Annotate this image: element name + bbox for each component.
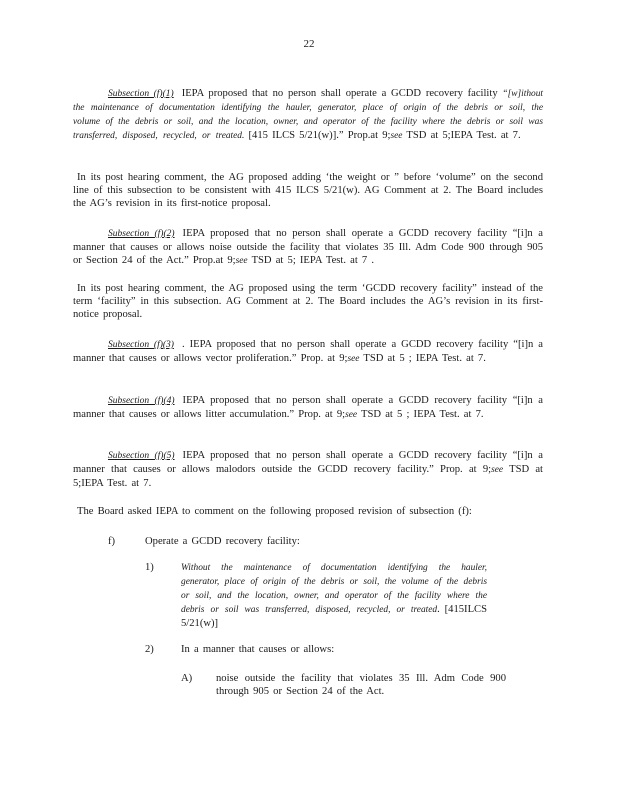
see-signal: see <box>491 465 504 475</box>
rule-subitem-a: noise outside the facility that violates 35 Ill. Adm Code 900 through 905 or Section 24 of the Act. <box>216 673 506 697</box>
paragraph-subsection-f4 <box>73 394 543 422</box>
paragraph-ag-comment-f1 <box>73 171 543 210</box>
rule-label-f: f) <box>108 536 116 547</box>
paragraph-text: In its post hearing comment, the AG proposed adding ‘the weight or ” before ‘volume” on the second line of this subsection to be consistent with 415 ILCS 5/21(w). AG Comment at 2. The Board includes the AG’s revision in its first-notice proposal. <box>73 172 543 209</box>
paragraph-lead: IEPA proposed that no person shall operate a GCDD recovery facility “[i]n a manner that causes or allows malodors outside the GCDD recovery facility.” Prop. at 9; <box>73 450 544 475</box>
paragraph-subsection-f3 <box>73 338 543 366</box>
paragraph-lead: IEPA proposed that no person shall operate a GCDD recovery facility “[i]n a manner that causes or allows litter accumulation.” Prop. at 9; <box>73 395 544 420</box>
paragraph-lead: IEPA proposed that no person shall operate a GCDD recovery facility “[i]n a manner that causes or allows noise outside the facility that violates 35 Ill. Adm Code 900 through 905 or Section 24 of the Act.” Prop.at 9; <box>73 228 544 266</box>
statute-citation: [415 ILCS 5/21(w)].” <box>248 130 344 141</box>
subsection-heading: Subsection (f)(3) <box>108 340 174 350</box>
subsection-heading: Subsection (f)(2) <box>108 229 175 239</box>
paragraph-board-request <box>73 505 543 518</box>
statutory-quote: “[w]ithout the maintenance of documentation identifying the hauler, generator, place of origin of the debris or soil, the volume of the debris or soil, and the location, owner, and operator of the facility where the debris or soil was transferred, disposed, recycled, or treated. <box>73 89 544 141</box>
record-citation: TSD at 5 ; IEPA Test. at 7. <box>361 409 484 420</box>
rule-item-2: In a manner that causes or allows: <box>181 644 335 655</box>
subsection-heading: Subsection (f)(5) <box>108 451 175 461</box>
paragraph-text: The Board asked IEPA to comment on the following proposed revision of subsection (f): <box>77 506 472 517</box>
record-citation: TSD at 5; IEPA Test. at 7 . <box>251 255 375 266</box>
record-citation: TSD at 5;IEPA Test. at 7. <box>406 130 521 141</box>
record-citation: TSD at 5 ; IEPA Test. at 7. <box>363 353 486 364</box>
rule-item-label-2: 2) <box>145 644 154 655</box>
record-citation: TSD at 5;IEPA Test. at 7. <box>73 464 543 489</box>
rule-item-citation: . [415ILCS 5/21(w)] <box>181 604 488 629</box>
paragraph-subsection-f1 <box>73 87 543 143</box>
paragraph-subsection-f5 <box>73 449 543 490</box>
prop-page: 9; <box>382 130 391 141</box>
rule-item-quote: Without the maintenance of documentation identifying the hauler, generator, place of origin of the debris or soil, the volume of the debris or soil, and the location, owner, and operator of the facility where the debris or soil was transferred, disposed, recycled, or treated <box>181 563 487 615</box>
paragraph-subsection-f2 <box>73 227 543 268</box>
paragraph-lead: IEPA proposed that no person shall operate a GCDD recovery facility <box>181 88 498 99</box>
rule-subitem-label-a: A) <box>181 673 193 684</box>
rule-item-1 <box>181 561 487 630</box>
paragraph-lead: . IEPA proposed that no person shall operate a GCDD recovery facility “[i]n a manner that causes or allows vector proliferation.” Prop. at 9; <box>73 339 543 364</box>
see-signal: see <box>347 354 360 364</box>
rule-intro: Operate a GCDD recovery facility: <box>145 536 300 547</box>
paragraph-ag-comment-f2 <box>73 282 543 321</box>
subsection-heading: Subsection (f)(4) <box>108 396 175 406</box>
rule-item-label-1: 1) <box>145 562 154 573</box>
see-signal: see <box>235 256 248 266</box>
see-signal: see <box>390 131 403 141</box>
see-signal: see <box>345 410 358 420</box>
page-number: 22 <box>303 38 315 50</box>
paragraph-text: In its post hearing comment, the AG proposed using the term ‘GCDD recovery facility” instead of the term ‘facility” in this subsection. AG Comment at 2. The Board includes the AG’s revision in its first-notice proposal. <box>73 283 543 320</box>
prop-citation: Prop.at <box>347 130 379 141</box>
subsection-heading: Subsection (f)(1) <box>108 89 174 99</box>
